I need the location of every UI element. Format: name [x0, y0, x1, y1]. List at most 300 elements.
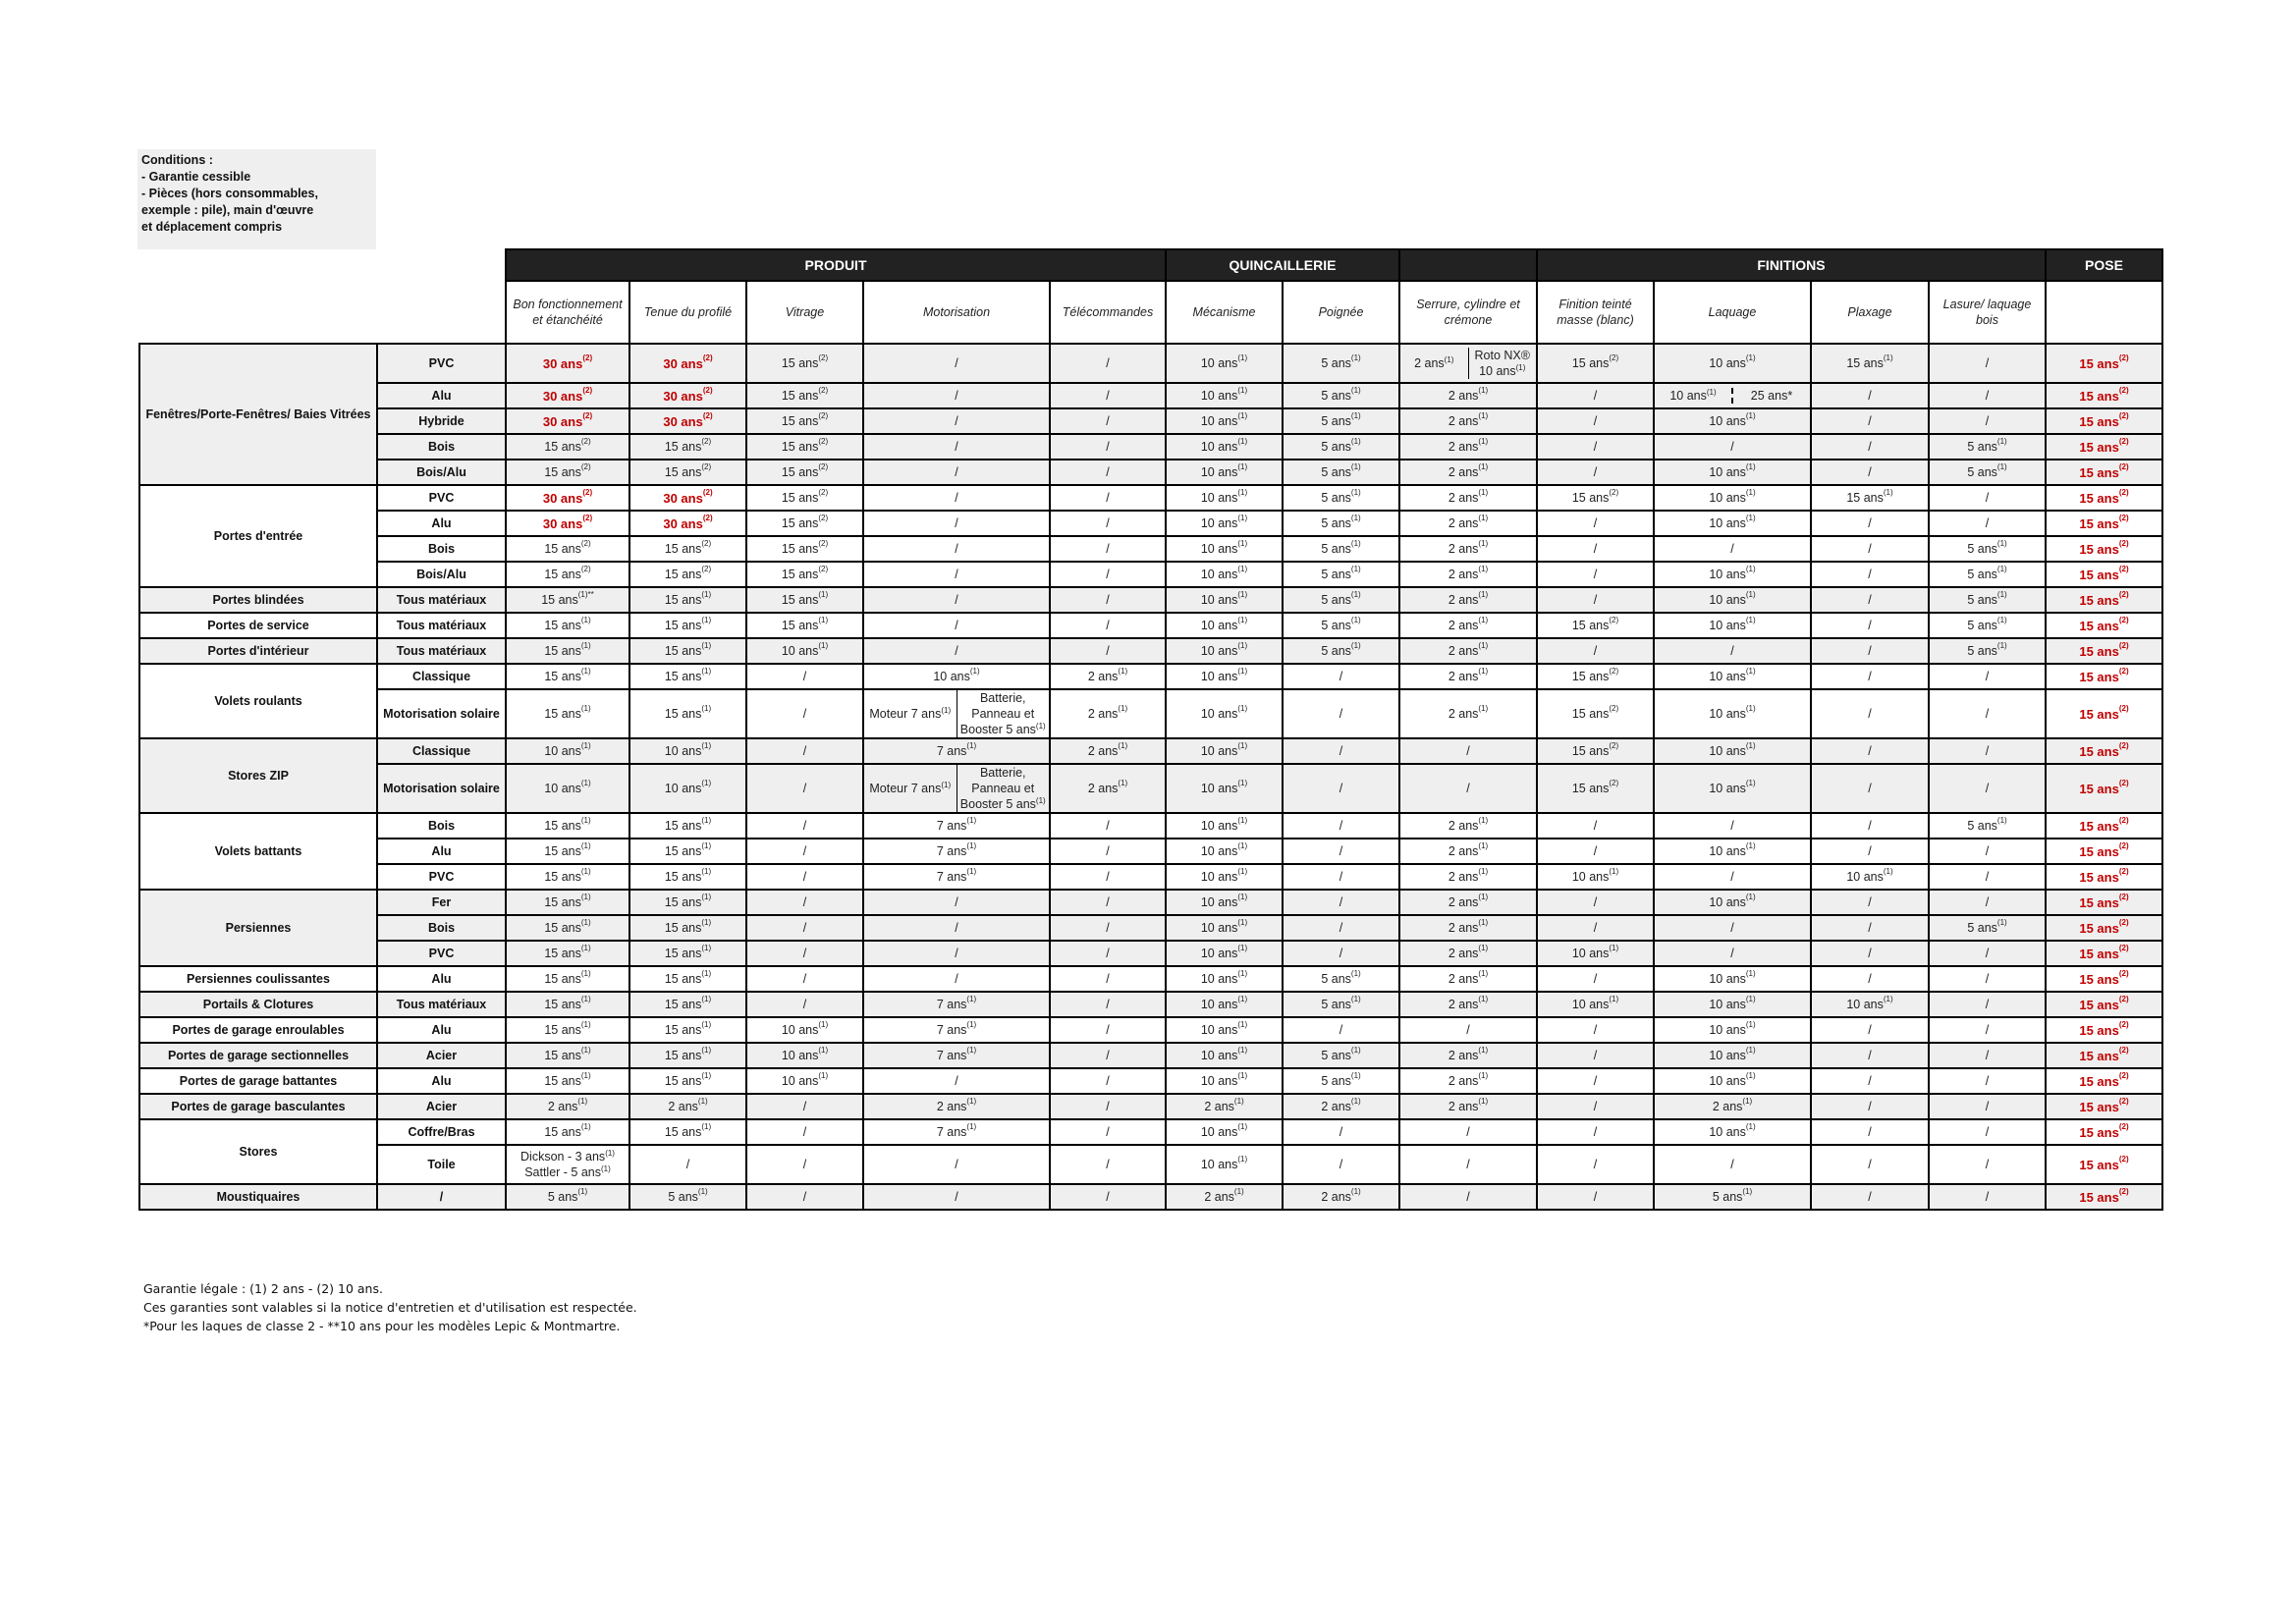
- cell-text: /: [1868, 1023, 1872, 1037]
- cell-bon: [506, 1094, 629, 1119]
- footnote-ref: (1): [1237, 741, 1248, 750]
- table-row: [139, 1043, 2162, 1068]
- cell-text: /: [1106, 465, 1110, 479]
- footnote-ref: (1): [1350, 565, 1361, 573]
- cell-text: 15 ans: [781, 465, 819, 479]
- cell-text: /: [802, 819, 807, 833]
- cell-text: /: [1593, 1190, 1598, 1204]
- cell-text: 2 ans: [1448, 895, 1479, 909]
- cell-text: 15 ans: [544, 895, 581, 909]
- footnote-ref: (1): [1237, 779, 1248, 787]
- cell-lasure: [1929, 890, 2046, 915]
- cell-bon: [506, 408, 629, 434]
- footnote-ref: (1): [1118, 741, 1128, 750]
- cell-text: /: [1593, 568, 1598, 581]
- footnote-ref: (1): [1478, 1097, 1489, 1106]
- table-body: [139, 344, 2162, 1210]
- material-label: /: [377, 1184, 506, 1210]
- cell-text: 10 ans: [1571, 870, 1610, 884]
- cell-mecanisme: [1166, 1145, 1283, 1184]
- cell-finition: [1537, 536, 1654, 562]
- cell-pose: [2046, 890, 2162, 915]
- material-label: Acier: [377, 1094, 506, 1119]
- cell-text: 15 ans: [664, 1125, 702, 1139]
- footnote-ref: (2): [2118, 513, 2129, 522]
- cell-text: /: [1339, 744, 1343, 758]
- cell-text: 2 ans: [1712, 1100, 1743, 1113]
- cell-lasure: [1929, 992, 2046, 1017]
- cell-text: /: [1985, 744, 1990, 758]
- footnote-ref: (1): [701, 704, 712, 713]
- cell-text: 5 ans: [1321, 972, 1351, 986]
- footnote-ref: (1): [1478, 944, 1489, 952]
- footnote-ref: (2): [2118, 994, 2129, 1003]
- footnote-ref: (1): [1237, 565, 1248, 573]
- cell-text: /: [1868, 1190, 1872, 1204]
- cell-text: /: [1985, 491, 1990, 505]
- material-label: Alu: [377, 511, 506, 536]
- footnote-ref: (1): [1609, 944, 1619, 952]
- cell-text: 15 ans: [2079, 869, 2119, 885]
- cell-lasure: [1929, 485, 2046, 511]
- cell-telecommandes: [1050, 738, 1166, 764]
- cell-text: 10 ans: [1709, 356, 1746, 370]
- cell-vitrage: [746, 1017, 863, 1043]
- cell-laquage: [1654, 1094, 1811, 1119]
- material-label: Classique: [377, 664, 506, 689]
- cell-motorisation: [863, 1043, 1050, 1068]
- cell-plaxage: [1811, 511, 1929, 536]
- cell-text: /: [1106, 1190, 1110, 1204]
- cell-bon: [506, 460, 629, 485]
- cell-text: 10 ans: [1709, 895, 1746, 909]
- footnote-ref: (1): [1745, 741, 1756, 750]
- cell-telecommandes: [1050, 587, 1166, 613]
- footnote-ref: (1)**: [577, 590, 594, 599]
- cell-text: /: [1106, 870, 1110, 884]
- cell-pose: [2046, 813, 2162, 839]
- footnote-ref: (2): [580, 539, 591, 548]
- category-label: Portes d'intérieur: [139, 638, 377, 664]
- col-plaxage: Plaxage: [1811, 281, 1929, 344]
- cell-text: 15 ans: [1571, 619, 1610, 632]
- cell-text: /: [1985, 356, 1990, 370]
- cell-bon: [506, 1184, 629, 1210]
- cell-text: 10 ans: [664, 782, 702, 795]
- cell-telecommandes: [1050, 460, 1166, 485]
- footnote-ref: (2): [2118, 815, 2129, 825]
- cell-pose: [2046, 562, 2162, 587]
- cell-telecommandes: [1050, 1094, 1166, 1119]
- cell-serrure: [1399, 764, 1537, 813]
- footnote-ref: (2): [2118, 1019, 2129, 1029]
- cell-bon: [506, 1068, 629, 1094]
- cell-lasure: [1929, 864, 2046, 890]
- cell-text: 15 ans: [664, 644, 702, 658]
- footnote-ref: (1): [1444, 355, 1454, 364]
- table-row: [139, 764, 2162, 813]
- cell-text: 5 ans: [1321, 619, 1351, 632]
- cell-text: 10 ans: [781, 1074, 819, 1088]
- footnote-ref: (1): [580, 1071, 591, 1080]
- cell-tenue: [629, 1017, 746, 1043]
- footnote-ref: (1): [701, 816, 712, 825]
- col-finition-teinte: Finition teinté masse (blanc): [1537, 281, 1654, 344]
- cell-pose: [2046, 434, 2162, 460]
- footnote-ref: (1): [1237, 944, 1248, 952]
- cell-serrure: [1399, 689, 1537, 738]
- cell-motorisation: [863, 764, 1050, 813]
- cell-text: /: [1868, 921, 1872, 935]
- cell-laquage: [1654, 485, 1811, 511]
- cell-telecommandes: [1050, 664, 1166, 689]
- cell-text: /: [1106, 1125, 1110, 1139]
- table-row: [139, 1017, 2162, 1043]
- cell-text: /: [1106, 593, 1110, 607]
- cell-text: 10 ans: [1200, 619, 1238, 632]
- cell-mecanisme: [1166, 890, 1283, 915]
- cell-lasure: [1929, 1119, 2046, 1145]
- cell-bon: [506, 966, 629, 992]
- footnote-ref: (1): [1237, 995, 1248, 1003]
- footnote-ref: (2): [1609, 353, 1619, 362]
- cell-plaxage: [1811, 587, 1929, 613]
- cell-vitrage: [746, 536, 863, 562]
- footnote-ref: (1): [966, 841, 977, 850]
- cell-text: 10 ans: [1709, 782, 1746, 795]
- cell-plaxage: [1811, 1094, 1929, 1119]
- footnote-ref: (1): [580, 969, 591, 978]
- cell-text: 5 ans: [1321, 568, 1351, 581]
- cell-text: 2 ans: [1448, 998, 1479, 1011]
- cell-text: 30 ans: [663, 355, 703, 371]
- cell-text: 5 ans: [1321, 389, 1351, 403]
- cell-vitrage: [746, 915, 863, 941]
- cell-text: 15 ans: [781, 491, 819, 505]
- cell-tenue: [629, 1068, 746, 1094]
- cell-lasure: [1929, 587, 2046, 613]
- cell-laquage: [1654, 1017, 1811, 1043]
- cell-finition: [1537, 1119, 1654, 1145]
- category-label: Volets roulants: [139, 664, 377, 738]
- cell-text: 15 ans: [544, 644, 581, 658]
- footnote-ref: (2): [818, 353, 829, 362]
- cell-text: 30 ans: [542, 355, 583, 371]
- cell-text: 2 ans: [1448, 670, 1479, 683]
- cell-plaxage: [1811, 689, 1929, 738]
- cell-bon: [506, 383, 629, 408]
- cell-finition: [1537, 511, 1654, 536]
- footnote-ref: (2): [2118, 866, 2129, 876]
- cell-text: Sattler - 5 ans: [524, 1165, 602, 1179]
- category-label: Stores ZIP: [139, 738, 377, 813]
- cell-finition: [1537, 864, 1654, 890]
- cell-text: /: [1730, 644, 1734, 658]
- cell-plaxage: [1811, 1043, 1929, 1068]
- cell-mecanisme: [1166, 864, 1283, 890]
- table-row: [139, 613, 2162, 638]
- cell-text: 10 ans: [1200, 1074, 1238, 1088]
- cell-motorisation: [863, 587, 1050, 613]
- col-tenue-profile: Tenue du profilé: [629, 281, 746, 344]
- cell-text: /: [955, 1190, 958, 1204]
- footnote-ref: (1): [1350, 386, 1361, 395]
- footnote-ref: (2): [701, 565, 712, 573]
- cell-motorisation: [863, 941, 1050, 966]
- footnote-ref: (1): [818, 590, 829, 599]
- cell-text: /: [955, 895, 958, 909]
- cell-text: 15 ans: [2079, 388, 2119, 404]
- cell-text: 2 ans: [1448, 542, 1479, 556]
- cell-plaxage: [1811, 966, 1929, 992]
- cell-lasure: [1929, 1017, 2046, 1043]
- cell-part: [1655, 388, 1731, 404]
- cell-text: 7 ans: [936, 844, 967, 858]
- cell-telecommandes: [1050, 1184, 1166, 1210]
- category-label: Volets battants: [139, 813, 377, 890]
- cell-serrure: [1399, 434, 1537, 460]
- cell-text: /: [1593, 516, 1598, 530]
- cell-serrure: [1399, 485, 1537, 511]
- footnote-ref: (1): [1745, 488, 1756, 497]
- cell-text: /: [1868, 947, 1872, 960]
- cell-motorisation: [863, 1119, 1050, 1145]
- footnote-ref: (2): [2118, 1121, 2129, 1131]
- cell-text: 15 ans: [2079, 439, 2119, 455]
- cell-poignee: [1283, 689, 1399, 738]
- cell-text: 15 ans: [544, 568, 581, 581]
- cell-text: 10 ans: [1709, 744, 1746, 758]
- cell-lasure: [1929, 383, 2046, 408]
- cell-vitrage: [746, 1094, 863, 1119]
- cell-laquage: [1654, 638, 1811, 664]
- cell-lasure: [1929, 562, 2046, 587]
- material-label: Tous matériaux: [377, 992, 506, 1017]
- cell-text: 15 ans: [544, 465, 581, 479]
- cell-poignee: [1283, 536, 1399, 562]
- cell-text: 5 ans: [1321, 644, 1351, 658]
- cell-text: 15 ans: [664, 568, 702, 581]
- cell-text: 10 ans: [1200, 440, 1238, 454]
- cell-vitrage: [746, 839, 863, 864]
- cell-text: 10 ans: [1709, 844, 1746, 858]
- footnote-ref: (1): [966, 995, 977, 1003]
- cell-telecommandes: [1050, 915, 1166, 941]
- cell-mecanisme: [1166, 1184, 1283, 1210]
- cell-text: /: [1339, 844, 1343, 858]
- material-label: Hybride: [377, 408, 506, 434]
- cell-pose: [2046, 915, 2162, 941]
- cell-text: 15 ans: [544, 819, 581, 833]
- cell-plaxage: [1811, 1145, 1929, 1184]
- cell-text: 2 ans: [1414, 356, 1445, 370]
- cell-part: [957, 765, 1050, 812]
- footnote-ref: (1): [1478, 488, 1489, 497]
- cell-text: 15 ans: [544, 921, 581, 935]
- footnote-ref: (2): [2118, 615, 2129, 624]
- cell-poignee: [1283, 966, 1399, 992]
- material-label: Alu: [377, 1017, 506, 1043]
- footnote-ref: (1): [701, 841, 712, 850]
- cell-mecanisme: [1166, 764, 1283, 813]
- footnote-ref: (2): [702, 513, 713, 522]
- cell-text: /: [955, 972, 958, 986]
- footnote-ref: (1): [1478, 590, 1489, 599]
- cell-text: /: [1730, 819, 1734, 833]
- footnote-ref: (1): [701, 741, 712, 750]
- material-label: Motorisation solaire: [377, 764, 506, 813]
- material-label: PVC: [377, 344, 506, 383]
- cell-text: 15 ans: [664, 998, 702, 1011]
- material-label: PVC: [377, 864, 506, 890]
- cell-text: 2 ans: [1448, 819, 1479, 833]
- cell-telecommandes: [1050, 434, 1166, 460]
- cell-poignee: [1283, 1184, 1399, 1210]
- cell-text: /: [1985, 670, 1990, 683]
- cell-text: /: [1868, 389, 1872, 403]
- cell-text: /: [1868, 593, 1872, 607]
- cell-lasure: [1929, 1043, 2046, 1068]
- footnote-line: Ces garanties sont valables si la notice d'entretien et d'utilisation est respectée.: [143, 1300, 637, 1315]
- cell-text: /: [1106, 1158, 1110, 1171]
- footnote-ref: (1): [701, 893, 712, 901]
- cell-mecanisme: [1166, 485, 1283, 511]
- table-row: [139, 460, 2162, 485]
- footnote-ref: (1): [1237, 386, 1248, 395]
- cell-text: 10 ans: [1200, 921, 1238, 935]
- material-label: Bois: [377, 434, 506, 460]
- cell-text: 15 ans: [781, 593, 819, 607]
- cell-text: /: [1730, 440, 1734, 454]
- cell-telecommandes: [1050, 966, 1166, 992]
- footnote-ref: (1): [966, 1046, 977, 1055]
- cell-text: 15 ans: [2079, 618, 2119, 633]
- cell-text: 10 ans: [1709, 1074, 1746, 1088]
- cell-serrure: [1399, 839, 1537, 864]
- cell-text: 2 ans: [1448, 921, 1479, 935]
- cell-vitrage: [746, 966, 863, 992]
- footnote-ref: (1): [1745, 667, 1756, 676]
- cell-text: /: [1730, 921, 1734, 935]
- cell-text: Roto NX® 10 ans: [1474, 349, 1530, 378]
- cell-tenue: [629, 536, 746, 562]
- cell-text: 2 ans: [1448, 644, 1479, 658]
- cell-motorisation: [863, 511, 1050, 536]
- cell-text: /: [1868, 819, 1872, 833]
- cell-poignee: [1283, 460, 1399, 485]
- material-label: Bois: [377, 536, 506, 562]
- cell-text: /: [1106, 947, 1110, 960]
- table-row: [139, 383, 2162, 408]
- cell-text: 10 ans: [1200, 972, 1238, 986]
- footnote-ref: (1): [580, 995, 591, 1003]
- cell-pose: [2046, 764, 2162, 813]
- cell-text: /: [1985, 1158, 1990, 1171]
- cell-text: 2 ans: [1321, 1100, 1351, 1113]
- cell-motorisation: [863, 1068, 1050, 1094]
- cell-text: 15 ans: [544, 870, 581, 884]
- cell-vitrage: [746, 344, 863, 383]
- cell-lasure: [1929, 664, 2046, 689]
- footnote-ref: (1): [1996, 565, 2007, 573]
- category-label: Portes d'entrée: [139, 485, 377, 587]
- cell-pose: [2046, 1145, 2162, 1184]
- cell-text: 15 ans: [1571, 744, 1610, 758]
- material-label: Acier: [377, 1043, 506, 1068]
- footnote-ref: (2): [1609, 704, 1619, 713]
- footnote-ref: (1): [1233, 1187, 1244, 1196]
- cell-text: 15 ans: [1571, 707, 1610, 721]
- cell-text: /: [955, 644, 958, 658]
- cell-mecanisme: [1166, 992, 1283, 1017]
- cell-text: 15 ans: [664, 542, 702, 556]
- cell-telecommandes: [1050, 408, 1166, 434]
- cell-text: 10 ans: [1571, 998, 1610, 1011]
- cell-serrure: [1399, 992, 1537, 1017]
- footnote-ref: (2): [702, 487, 713, 497]
- cell-text: /: [1985, 870, 1990, 884]
- cell-serrure: [1399, 664, 1537, 689]
- footnote-ref: (1): [1237, 667, 1248, 676]
- cell-lasure: [1929, 689, 2046, 738]
- cell-text: 2 ans: [1448, 972, 1479, 986]
- footnote-ref: (1): [818, 1071, 829, 1080]
- cell-plaxage: [1811, 738, 1929, 764]
- category-label: Portes blindées: [139, 587, 377, 613]
- cell-tenue: [629, 813, 746, 839]
- cell-part: [1468, 348, 1537, 379]
- cell-text: /: [1106, 819, 1110, 833]
- cell-bon: [506, 813, 629, 839]
- table-row: [139, 864, 2162, 890]
- cell-pose: [2046, 408, 2162, 434]
- cell-text: 5 ans: [1321, 998, 1351, 1011]
- cell-text: 5 ans: [1967, 593, 1997, 607]
- cell-text: /: [1339, 921, 1343, 935]
- footnote-ref: (2): [580, 437, 591, 446]
- cell-text: 10 ans: [1200, 568, 1238, 581]
- footnote-line: *Pour les laques de classe 2 - **10 ans pour les modèles Lepic & Montmartre.: [143, 1319, 621, 1333]
- cell-plaxage: [1811, 638, 1929, 664]
- cell-text: /: [802, 1190, 807, 1204]
- footnote-ref: (1): [1237, 1071, 1248, 1080]
- footnote-ref: (2): [2118, 1186, 2129, 1196]
- cell-text: /: [1868, 1158, 1872, 1171]
- cell-bon: [506, 689, 629, 738]
- cell-text: /: [1593, 972, 1598, 986]
- footnote-ref: (1): [1118, 779, 1128, 787]
- cell-tenue: [629, 587, 746, 613]
- cell-text: 5 ans: [1321, 1049, 1351, 1062]
- cell-text: /: [955, 921, 958, 935]
- col-pose: [2046, 281, 2162, 344]
- cell-bon: [506, 511, 629, 536]
- cell-vitrage: [746, 813, 863, 839]
- cell-laquage: [1654, 915, 1811, 941]
- cell-mecanisme: [1166, 1068, 1283, 1094]
- cell-telecommandes: [1050, 992, 1166, 1017]
- cell-serrure: [1399, 1043, 1537, 1068]
- footnote-ref: (1): [580, 1020, 591, 1029]
- footnote-ref: (2): [701, 539, 712, 548]
- cell-text: /: [685, 1158, 690, 1171]
- cell-text: 30 ans: [542, 413, 583, 429]
- material-label: Alu: [377, 1068, 506, 1094]
- cell-text: /: [1593, 1074, 1598, 1088]
- category-label: Stores: [139, 1119, 377, 1184]
- table-row: [139, 890, 2162, 915]
- footnote-ref: (2): [818, 386, 829, 395]
